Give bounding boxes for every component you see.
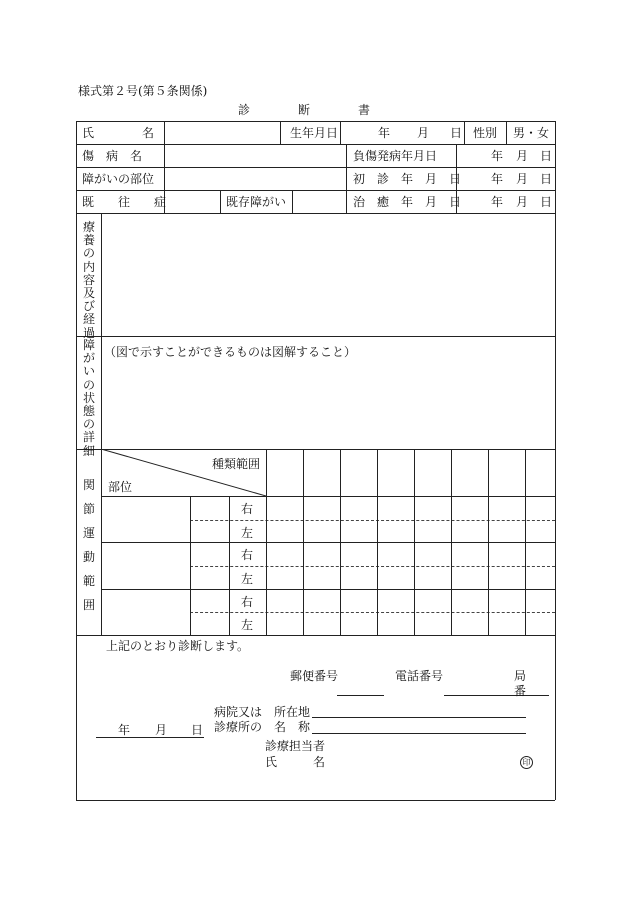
first-visit-field[interactable] (458, 169, 554, 188)
right-label: 右 (241, 595, 254, 609)
hospital-label: 病院又は (214, 705, 263, 719)
phone-label: 電話番号 (395, 669, 444, 683)
sex-label: 性別 (473, 126, 498, 140)
date-year-label: 年 (118, 723, 131, 737)
day-label: 日 (540, 195, 553, 209)
day-label: 日 (540, 149, 553, 163)
day-label: 日 (540, 172, 553, 186)
birth-day-label: 日 (450, 126, 463, 140)
cure-date-label: 治 癒 年 月 日 (353, 195, 462, 209)
statement: 上記のとおり診断します。 (106, 639, 250, 653)
phone-field[interactable] (444, 695, 549, 696)
year-label: 年 (491, 195, 504, 209)
cure-date-field[interactable] (458, 192, 554, 211)
disease-field[interactable] (166, 146, 344, 165)
type-range-label: 種類範囲 (212, 457, 261, 471)
birth-month-label: 月 (417, 126, 430, 140)
left-label: 左 (241, 526, 254, 540)
treatment-field[interactable] (103, 215, 553, 334)
year-label: 年 (491, 172, 504, 186)
doctor-name-label: 氏 名 (265, 755, 326, 769)
postal-field[interactable] (337, 695, 384, 696)
seal-icon: 印 (520, 756, 533, 769)
address-field[interactable] (312, 717, 526, 718)
disability-site-label: 障がいの部位 (82, 172, 155, 186)
facility-name-field[interactable] (312, 733, 526, 734)
diagnosis-date-field[interactable] (96, 737, 204, 738)
right-label: 右 (241, 502, 254, 516)
name-field[interactable] (166, 123, 278, 142)
name-label: 氏 名 (82, 126, 155, 140)
joint-part-field[interactable] (103, 544, 189, 587)
joint-range-label: 関節運動範囲 (82, 478, 95, 612)
number-label: 番 (514, 684, 527, 698)
clinic-label: 診療所の (214, 720, 263, 734)
form-number: 様式第２号(第５条関係) (78, 84, 208, 98)
existing-disability-label: 既存障がい (226, 195, 287, 209)
postal-label: 郵便番号 (290, 669, 339, 683)
doctor-name-field[interactable] (335, 752, 510, 770)
disease-label: 傷 病 名 (82, 149, 143, 163)
birthdate-label: 生年月日 (290, 126, 339, 140)
doctor-label: 診療担当者 (265, 739, 326, 753)
right-label: 右 (241, 548, 254, 562)
joint-part-field[interactable] (103, 591, 189, 634)
onset-date-field[interactable] (458, 146, 554, 165)
month-label: 月 (516, 149, 529, 163)
disability-site-field[interactable] (166, 169, 344, 188)
condition-note: （図で示すことができるものは図解すること） (104, 345, 357, 359)
first-visit-label: 初 診 年 月 日 (353, 172, 462, 186)
left-label: 左 (241, 572, 254, 586)
year-label: 年 (491, 149, 504, 163)
month-label: 月 (516, 172, 529, 186)
existing-disability-field[interactable] (294, 192, 344, 211)
joint-part-field[interactable] (103, 498, 189, 541)
sex-options[interactable]: 男・女 (513, 126, 550, 140)
onset-date-label: 負傷発病年月日 (353, 149, 438, 163)
condition-field[interactable] (103, 362, 553, 447)
address-label: 所在地 (274, 705, 311, 719)
history-label: 既 往 症 (82, 195, 167, 209)
history-field[interactable] (166, 192, 218, 211)
treatment-label: 療養の内容及び経過 (82, 220, 95, 340)
part-label: 部位 (108, 480, 133, 494)
document-title: 診 断 書 (238, 103, 371, 117)
date-month-label: 月 (155, 723, 168, 737)
condition-label: 障がいの状態の詳細 (82, 338, 95, 458)
date-day-label: 日 (191, 723, 204, 737)
left-label: 左 (241, 618, 254, 632)
birth-year-label: 年 (378, 126, 391, 140)
facility-name-label: 名 称 (274, 720, 311, 734)
exchange-label: 局 (514, 669, 527, 683)
birthdate-field[interactable] (342, 123, 462, 142)
month-label: 月 (516, 195, 529, 209)
